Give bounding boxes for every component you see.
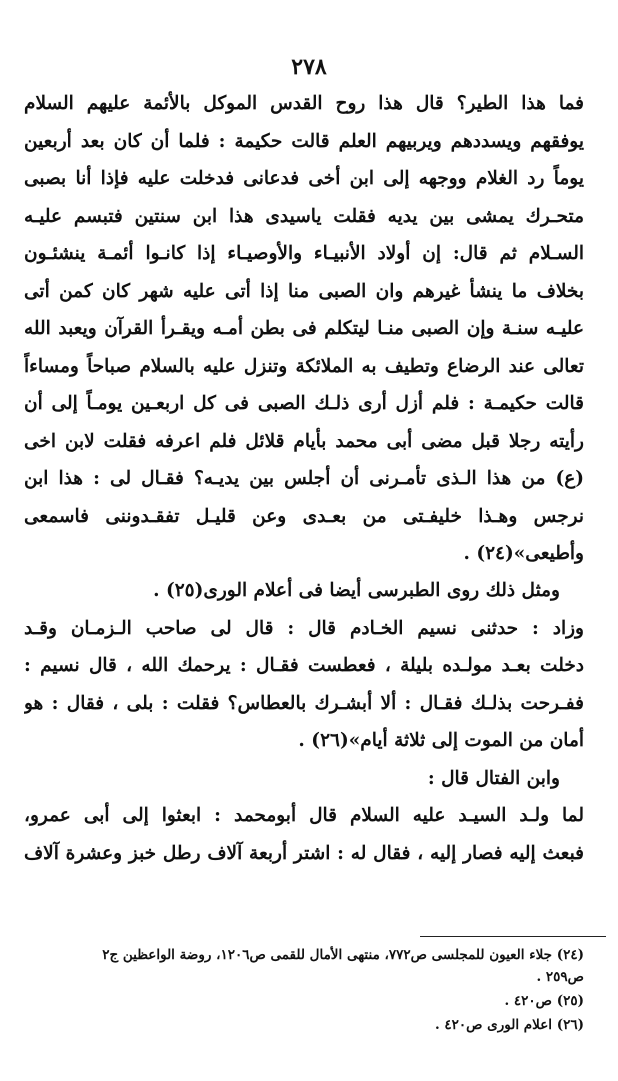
text-line: قالت حكيمـة : فلم أزل أرى ذلـك الصبى فى كل اربعـين يومـاً إلى أن xyxy=(24,393,584,414)
footnote-line: (٢٦) اعلام الورى ص٤٢٠ . xyxy=(434,1017,584,1033)
text-line: (ع) من هذا الـذى تأمـرنى أن أجلس بين يديـه؟ فقـال لى : هذا ابن xyxy=(24,468,584,489)
text-line: يوفقهم ويسددهم ويربيهم العلم قالت حكيمة : فلما أن كان بعد أربعين xyxy=(24,131,584,152)
footnote-line: ص٢٥٩ . xyxy=(536,969,584,985)
text-line: يوماً رد الغلام ووجهه إلى ابن أخى فدعانى فدخلت عليه فإذا أنا بصبى xyxy=(24,168,584,189)
text-line: ففـرحت بذلـك فقـال : ألا أبشـرك بالعطاس؟ فقلت : بلى ، فقال : هو xyxy=(24,693,584,714)
text-line: بخلاف ما ينشأ غيرهم وان الصبى منا إذا أتى عليه شهر كان كمن أتى xyxy=(24,281,584,302)
text-line: فما هذا الطير؟ قال هذا روح القدس الموكل بالأئمة عليهم السلام xyxy=(24,93,584,114)
text-line: رأيته رجلا قبل مضى أبى محمد بأيام قلائل فلم اعرفه فقلت لابن اخى xyxy=(24,431,584,452)
text-line: فبعث إليه فصار إليه ، فقال له : اشتر أربعة آلاف رطل خبز وعشرة آلاف xyxy=(24,843,584,864)
footnote-line: (٢٤) جلاء العيون للمجلسى ص٧٧٢، منتهى الأمال للقمى ص١٢٠٦، روضة الواعظين ج٢ xyxy=(102,947,584,963)
text-line: وأطيعى»(٢٤) . xyxy=(463,543,584,564)
text-line: متحـرك يمشى بين يديه فقلت ياسيدى هذا ابن سنتين فتبسم عليـه xyxy=(24,206,584,227)
text-line: وزاد : حدثنى نسيم الخـادم قال : قال لى صاحب الـزمـان وقـد xyxy=(24,618,584,639)
text-line: وابن الفتال قال : xyxy=(427,768,560,789)
text-line: لما ولـد السيـد عليه السلام قال أبومحمد : ابعثوا إلى أبى عمرو، xyxy=(24,805,584,826)
text-line: دخلت بعـد مولـده بليلة ، فعطست فقـال : يرحمك الله ، قال نسيم : xyxy=(24,655,584,676)
text-line: نرجس وهـذا خليفـتى من بعـدى وعن قليـل تفقـدوننى فاسمعى xyxy=(24,506,584,527)
footnote-line: (٢٥) ص٤٢٠ . xyxy=(504,993,584,1009)
text-line: ومثل ذلك روى الطبرسى أيضا فى أعلام الورى(٢٥) . xyxy=(153,580,560,601)
text-line: تعالى عند الرضاع وتطيف به الملائكة وتنزل عليه بالسلام صباحاً ومساءاً xyxy=(24,356,584,377)
text-line: السـلام ثم قال: إن أولاد الأنبيـاء والأوصيـاء إذا كانـوا أئمـة ينشئـون xyxy=(24,243,584,264)
page-number: ٢٧٨ xyxy=(291,54,327,80)
text-line: عليـه سنـة وإن الصبى منـا ليتكلم فى بطن أمـه ويقـرأ القرآن ويعبد الله xyxy=(24,318,584,339)
text-line: أمان من الموت إلى ثلاثة أيام»(٢٦) . xyxy=(298,730,584,751)
footnote-divider xyxy=(420,936,606,937)
